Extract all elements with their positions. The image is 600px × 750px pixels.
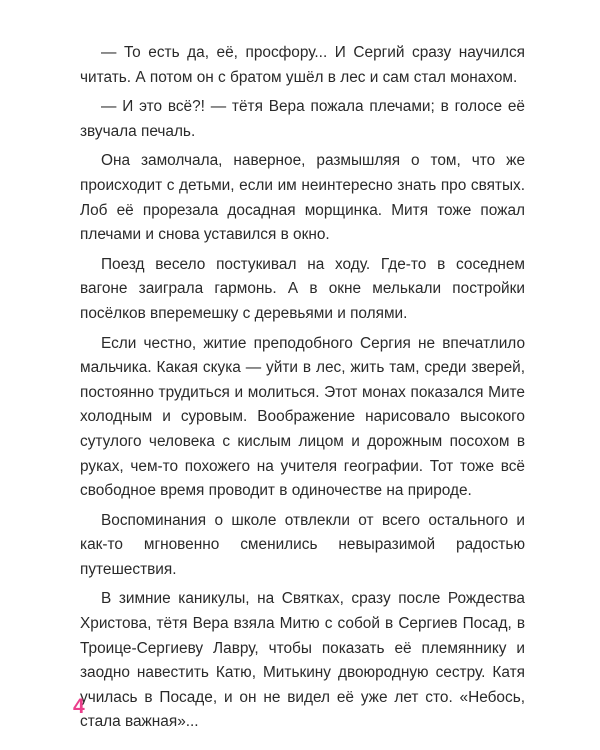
page-number: 4 [73,695,85,718]
book-page-text [80,41,525,740]
paragraph-3: Она замолчала, наверное, размышляя о том, что же происходит с детьми, если им неинтересно знать про святых. Лоб её прорезала досадная морщинка. Митя тоже пожал плечами и снова уставился в окно. [80,152,525,244]
paragraph-4: Поезд весело постукивал на ходу. Где-то в соседнем вагоне заиграла гармонь. А в окне мелькали постройки посёлков вперемешку с деревьями и полями. [80,255,525,322]
paragraph-2: — И это всё?! — тётя Вера пожала плечами; в голосе её звучала печаль. [80,98,525,140]
paragraph-7: В зимние каникулы, на Святках, сразу после Рождества Христова, тётя Вера взяла Митю с собой в Сергиев Посад, в Троице-Сергиеву Лавру, чтобы показать её племяннику и заодно навестить Катю, Митькину двоюродную сестру. Катя училась в Посаде, и он не видел её уже лет сто. «Небось, стала важная»... [80,590,525,731]
paragraph-5: Если честно, житие преподобного Сергия не впечатлило мальчика. Какая скука — уйти в лес, жить там, среди зверей, постоянно трудиться и молиться. Этот монах показался Мите холодным и суровым. Воображение нарисовало высокого сутулого человека с кислым лицом и дорожным посохом в руках, чем-то похожего на учителя географии. Тот тоже всё свободное время проводит в одиночестве на природе. [80,334,525,500]
paragraph-1: — То есть да, её, просфору... И Сергий сразу научился читать. А потом он с братом ушёл в лес и сам стал монахом. [80,44,525,86]
paragraph-6: Воспоминания о школе отвлекли от всего остального и как-то мгновенно сменились невыразимой радостью путешествия. [80,511,525,578]
